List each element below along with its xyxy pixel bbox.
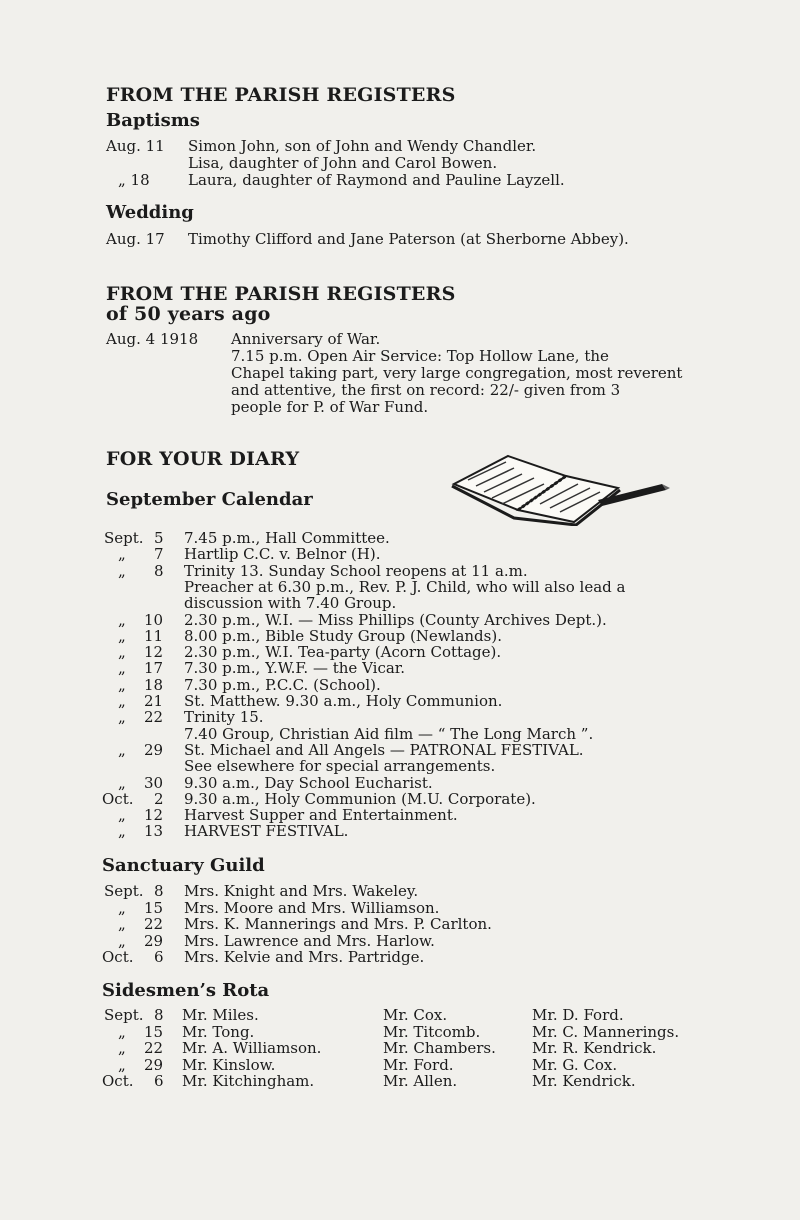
calendar-text: Hartlip C.C. v. Belnor (H). xyxy=(184,545,381,564)
calendar-month: „ xyxy=(118,610,126,629)
calendar-month: Sept. xyxy=(104,529,144,547)
sanctuary-text: Mrs. Lawrence and Mrs. Harlow. xyxy=(184,931,435,950)
sidesmen-day: 29 xyxy=(144,1055,164,1074)
calendar-text: See elsewhere for special arrangements. xyxy=(184,757,496,776)
baptism-text: Laura, daughter of Raymond and Pauline Layzell. xyxy=(188,171,565,189)
calendar-month: „ xyxy=(118,675,126,694)
fifty-years-line: Chapel taking part, very large congregation, most reverent xyxy=(231,364,683,382)
calendar-day: 17 xyxy=(144,659,164,678)
sanctuary-month: „ xyxy=(118,898,126,917)
calendar-entry xyxy=(0,709,800,726)
calendar-text: St. Michael and All Angels — PATRONAL FESTIVAL. xyxy=(184,740,584,759)
sidesmen-month: Sept. xyxy=(104,1006,144,1024)
calendar-text: 2.30 p.m., W.I. Tea-party (Acorn Cottage). xyxy=(184,643,502,662)
baptism-row xyxy=(0,155,800,172)
sanctuary-entry xyxy=(0,900,800,917)
sidesmen-month: „ xyxy=(118,1022,126,1041)
calendar-entry xyxy=(0,546,800,563)
calendar-entry xyxy=(0,595,800,612)
calendar-day: 12 xyxy=(144,643,164,662)
sanctuary-text: Mrs. K. Mannerings and Mrs. P. Carlton. xyxy=(184,915,492,933)
calendar-day: 30 xyxy=(144,773,164,792)
fifty-years-row xyxy=(0,331,800,348)
calendar-month: „ xyxy=(118,806,126,825)
sidesmen-entry xyxy=(0,1024,800,1041)
sidesman-name: Mr. C. Mannerings. xyxy=(532,1022,680,1041)
sidesman-name: Mr. Ford. xyxy=(383,1055,454,1074)
calendar-day: 8 xyxy=(154,561,164,580)
calendar-day: 7 xyxy=(154,545,164,564)
baptism-date: „ 18 xyxy=(118,171,150,189)
calendar-text: 8.00 p.m., Bible Study Group (Newlands). xyxy=(184,626,502,645)
open-diary-icon xyxy=(448,448,670,526)
calendar-month: „ xyxy=(118,659,126,678)
sidesman-name: Mr. Kinslow. xyxy=(182,1055,276,1074)
calendar-day: 11 xyxy=(144,626,164,645)
calendar-month: „ xyxy=(118,822,126,841)
sidesman-name: Mr. A. Williamson. xyxy=(182,1039,322,1057)
sanctuary-entry xyxy=(0,949,800,966)
calendar-entry xyxy=(0,775,800,792)
sanctuary-heading: Sanctuary Guild xyxy=(102,855,265,876)
baptism-text: Lisa, daughter of John and Carol Bowen. xyxy=(188,154,498,172)
fifty-years-line: and attentive, the first on record: 22/- given from 3 xyxy=(231,381,621,399)
calendar-month: „ xyxy=(118,626,126,645)
fifty-years-row xyxy=(0,365,800,382)
wedding-text: Timothy Clifford and Jane Paterson (at Sherborne Abbey). xyxy=(188,230,629,248)
sidesmen-entry xyxy=(0,1040,800,1057)
fifty-years-line: Anniversary of War. xyxy=(231,330,381,348)
calendar-text: 2.30 p.m., W.I. — Miss Phillips (County Archives Dept.). xyxy=(184,610,607,629)
sidesmen-day: 8 xyxy=(154,1006,164,1024)
sidesman-name: Mr. G. Cox. xyxy=(532,1055,618,1074)
wedding-date: Aug. 17 xyxy=(106,230,165,248)
fifty-years-heading: FROM THE PARISH REGISTERS xyxy=(106,283,456,305)
sidesman-name: Mr. Chambers. xyxy=(383,1039,496,1057)
sanctuary-month: Oct. xyxy=(102,948,134,966)
wedding-heading: Wedding xyxy=(106,202,194,223)
sidesmen-day: 22 xyxy=(144,1039,164,1057)
calendar-text: discussion with 7.40 Group. xyxy=(184,594,397,613)
sidesman-name: Mr. Kitchingham. xyxy=(182,1072,315,1090)
calendar-heading: September Calendar xyxy=(106,489,313,510)
sidesman-name: Mr. D. Ford. xyxy=(532,1006,624,1024)
calendar-text: 9.30 a.m., Day School Eucharist. xyxy=(184,773,433,792)
sidesmen-month: „ xyxy=(118,1039,126,1057)
sidesmen-month: „ xyxy=(118,1055,126,1074)
sanctuary-month: Sept. xyxy=(104,882,144,900)
calendar-month: „ xyxy=(118,561,126,580)
calendar-text: 7.40 Group, Christian Aid film — “ The Long March ”. xyxy=(184,724,594,743)
calendar-text: Trinity 13. Sunday School reopens at 11 a.m. xyxy=(184,561,528,580)
baptism-date: Aug. 11 xyxy=(106,137,165,155)
diary-heading: FOR YOUR DIARY xyxy=(106,448,300,470)
fifty-years-row xyxy=(0,399,800,416)
fifty-years-line: 7.15 p.m. Open Air Service: Top Hollow Lane, the xyxy=(231,347,609,365)
calendar-day: 13 xyxy=(144,822,164,841)
sidesmen-entry xyxy=(0,1007,800,1024)
calendar-day: 5 xyxy=(154,529,164,547)
calendar-day: 22 xyxy=(144,708,164,727)
calendar-day: 12 xyxy=(144,806,164,825)
calendar-entry xyxy=(0,758,800,775)
sanctuary-entry xyxy=(0,883,800,900)
fifty-years-date: Aug. 4 1918 xyxy=(106,330,199,348)
sidesman-name: Mr. Kendrick. xyxy=(532,1072,636,1090)
sidesman-name: Mr. Miles. xyxy=(182,1006,259,1024)
sidesmen-entry xyxy=(0,1073,800,1090)
baptism-row xyxy=(0,138,800,155)
calendar-month: „ xyxy=(118,545,126,564)
calendar-month: „ xyxy=(118,692,126,710)
calendar-day: 29 xyxy=(144,740,164,759)
calendar-month: „ xyxy=(118,643,126,662)
sidesman-name: Mr. Titcomb. xyxy=(383,1022,481,1041)
sidesmen-day: 6 xyxy=(154,1072,164,1090)
sanctuary-day: 8 xyxy=(154,882,164,900)
calendar-day: 10 xyxy=(144,610,164,629)
baptism-row xyxy=(0,172,800,189)
wedding-row xyxy=(0,231,800,248)
sidesmen-heading: Sidesmen’s Rota xyxy=(102,980,270,1001)
sanctuary-day: 15 xyxy=(144,898,164,917)
sanctuary-text: Mrs. Kelvie and Mrs. Partridge. xyxy=(184,948,425,966)
calendar-text: Trinity 15. xyxy=(184,708,264,727)
calendar-month: „ xyxy=(118,740,126,759)
sidesman-name: Mr. R. Kendrick. xyxy=(532,1039,657,1057)
calendar-text: Preacher at 6.30 p.m., Rev. P. J. Child, who will also lead a xyxy=(184,577,626,596)
sidesman-name: Mr. Cox. xyxy=(383,1006,448,1024)
calendar-text: Harvest Supper and Entertainment. xyxy=(184,806,458,825)
calendar-day: 21 xyxy=(144,692,164,710)
calendar-text: St. Matthew. 9.30 a.m., Holy Communion. xyxy=(184,692,503,710)
sanctuary-entry xyxy=(0,933,800,950)
sanctuary-entry xyxy=(0,916,800,933)
sanctuary-text: Mrs. Knight and Mrs. Wakeley. xyxy=(184,882,419,900)
calendar-day: 18 xyxy=(144,675,164,694)
calendar-day: 2 xyxy=(154,789,164,808)
calendar-month: Oct. xyxy=(102,789,134,808)
fifty-years-line: people for P. of War Fund. xyxy=(231,398,429,416)
calendar-entry xyxy=(0,660,800,677)
sanctuary-text: Mrs. Moore and Mrs. Williamson. xyxy=(184,898,440,917)
sanctuary-day: 22 xyxy=(144,915,164,933)
sidesmen-month: Oct. xyxy=(102,1072,134,1090)
baptism-text: Simon John, son of John and Wendy Chandler. xyxy=(188,137,537,155)
sidesman-name: Mr. Allen. xyxy=(383,1072,458,1090)
sidesman-name: Mr. Tong. xyxy=(182,1022,255,1041)
baptisms-heading: Baptisms xyxy=(106,110,200,131)
sanctuary-day: 6 xyxy=(154,948,164,966)
calendar-entry xyxy=(0,612,800,629)
registers-heading: FROM THE PARISH REGISTERS xyxy=(106,84,456,106)
sidesmen-entry xyxy=(0,1057,800,1074)
calendar-month: „ xyxy=(118,708,126,727)
calendar-text: 7.45 p.m., Hall Committee. xyxy=(184,529,390,547)
calendar-text: 7.30 p.m., Y.W.F. — the Vicar. xyxy=(184,659,406,678)
sidesmen-day: 15 xyxy=(144,1022,164,1041)
fifty-years-subheading: of 50 years ago xyxy=(106,303,271,325)
calendar-entry xyxy=(0,579,800,596)
fifty-years-row xyxy=(0,348,800,365)
calendar-text: 7.30 p.m., P.C.C. (School). xyxy=(184,675,381,694)
calendar-text: 9.30 a.m., Holy Communion (M.U. Corporate). xyxy=(184,789,536,808)
fifty-years-row xyxy=(0,382,800,399)
sanctuary-day: 29 xyxy=(144,931,164,950)
calendar-entry xyxy=(0,823,800,840)
calendar-text: HARVEST FESTIVAL. xyxy=(184,822,349,841)
sanctuary-month: „ xyxy=(118,915,126,933)
calendar-month: „ xyxy=(118,773,126,792)
sanctuary-month: „ xyxy=(118,931,126,950)
